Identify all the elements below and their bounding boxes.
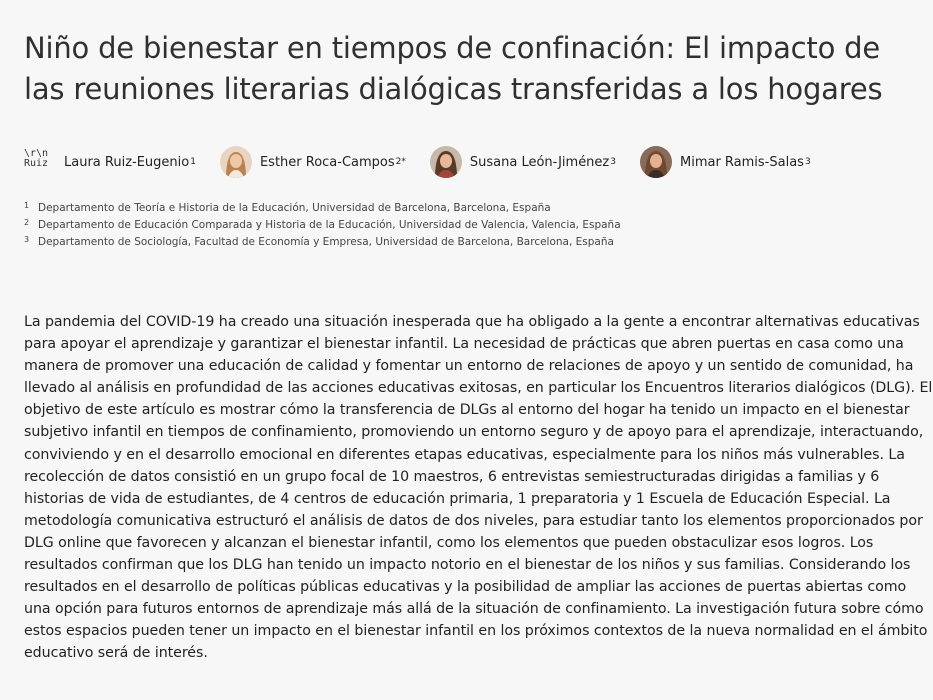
affiliation-text: Departamento de Sociología, Facultad de Economía y Empresa, Universidad de Barcelona, Barcelona, España <box>38 236 614 248</box>
author-name[interactable]: Mimar Ramis-Salas <box>679 154 804 170</box>
affiliation-number: 3 <box>24 235 30 244</box>
author-3[interactable]: Susana León-Jiménez 3 <box>430 146 616 178</box>
author-name[interactable]: Laura Ruiz-Eugenio <box>64 154 190 170</box>
author-name[interactable]: Susana León-Jiménez <box>469 154 610 170</box>
affiliation-item <box>24 234 933 251</box>
author-name[interactable]: Esther Roca-Campos <box>259 154 395 170</box>
author-4[interactable]: Mimar Ramis-Salas 3 <box>640 146 811 178</box>
affiliation-text: Departamento de Educación Comparada y Historia de la Educación, Universidad de Valencia, Valencia, España <box>38 219 621 231</box>
author-2[interactable]: Esther Roca-Campos 2* <box>220 146 406 178</box>
avatar <box>220 146 252 178</box>
avatar <box>640 146 672 178</box>
article-title: Niño de bienestar en tiempos de confinación: El impacto de las reuniones literarias dialógicas transferidas a los hogares <box>24 31 883 106</box>
affiliation-item <box>24 217 933 234</box>
affiliation-number: 1 <box>24 201 30 210</box>
affiliation-item <box>24 200 933 217</box>
affiliation-list <box>24 200 933 251</box>
avatar <box>430 146 462 178</box>
author-list <box>24 144 933 180</box>
affiliation-text: Departamento de Teoría e Historia de la Educación, Universidad de Barcelona, Barcelona, España <box>38 202 551 214</box>
broken-image-icon: \r\n Ruiz <box>24 149 49 169</box>
affiliation-number: 2 <box>24 218 30 227</box>
author-1[interactable]: \r\n Ruiz Laura Ruiz-Eugenio 1 <box>24 149 196 175</box>
abstract-text: La pandemia del COVID-19 ha creado una situación inesperada que ha obligado a la gente a encontrar alternativas educativas para apoyar el aprendizaje y garantizar el bienestar infantil. La necesidad de prácticas que abren puertas en casa como una manera de promover una educación de calidad y fomentar un entorno de relaciones de apoyo y un sentido de comunidad, ha llevado al análisis en profundidad de las acciones educativas exitosas, en particular los Encuentros literarios dialógicos (DLG). El objetivo de este artículo es mostrar cómo la transferencia de DLGs al entorno del hogar ha tenido un impacto en el bienestar subjetivo infantil en tiempos de confinamiento, promoviendo un entorno seguro y de apoyo para el aprendizaje, interactuando, conviviendo y en el desarrollo emocional en diferentes etapas educativas, especialmente para los niños más vulnerables. La recolección de datos consistió en un grupo focal de 10 maestros, 6 entrevistas semiestructuradas dirigidas a familias y 6 historias de vida de estudiantes, de 4 centros de educación primaria, 1 preparatoria y 1 Escuela de Educación Especial. La metodología comunicativa estructuró el análisis de datos de dos niveles, para estudiar tanto los elementos proporcionados por DLG online que favorecen y alcanzan el bienestar infantil, como los elementos que pueden obstaculizar esos logros. Los resultados confirman que los DLG han tenido un impacto notorio en el bienestar de los niños y sus familias. Considerando los resultados en el desarrollo de políticas públicas educativas y la posibilidad de ampliar las acciones de puertas abiertas como una opción para futuros entornos de aprendizaje más allá de la situación de confinamiento. La investigación futura sobre cómo estos espacios pueden tener un impacto en el bienestar infantil en los próximos contextos de la nueva normalidad en el ámbito educativo será de interés. <box>24 314 933 662</box>
